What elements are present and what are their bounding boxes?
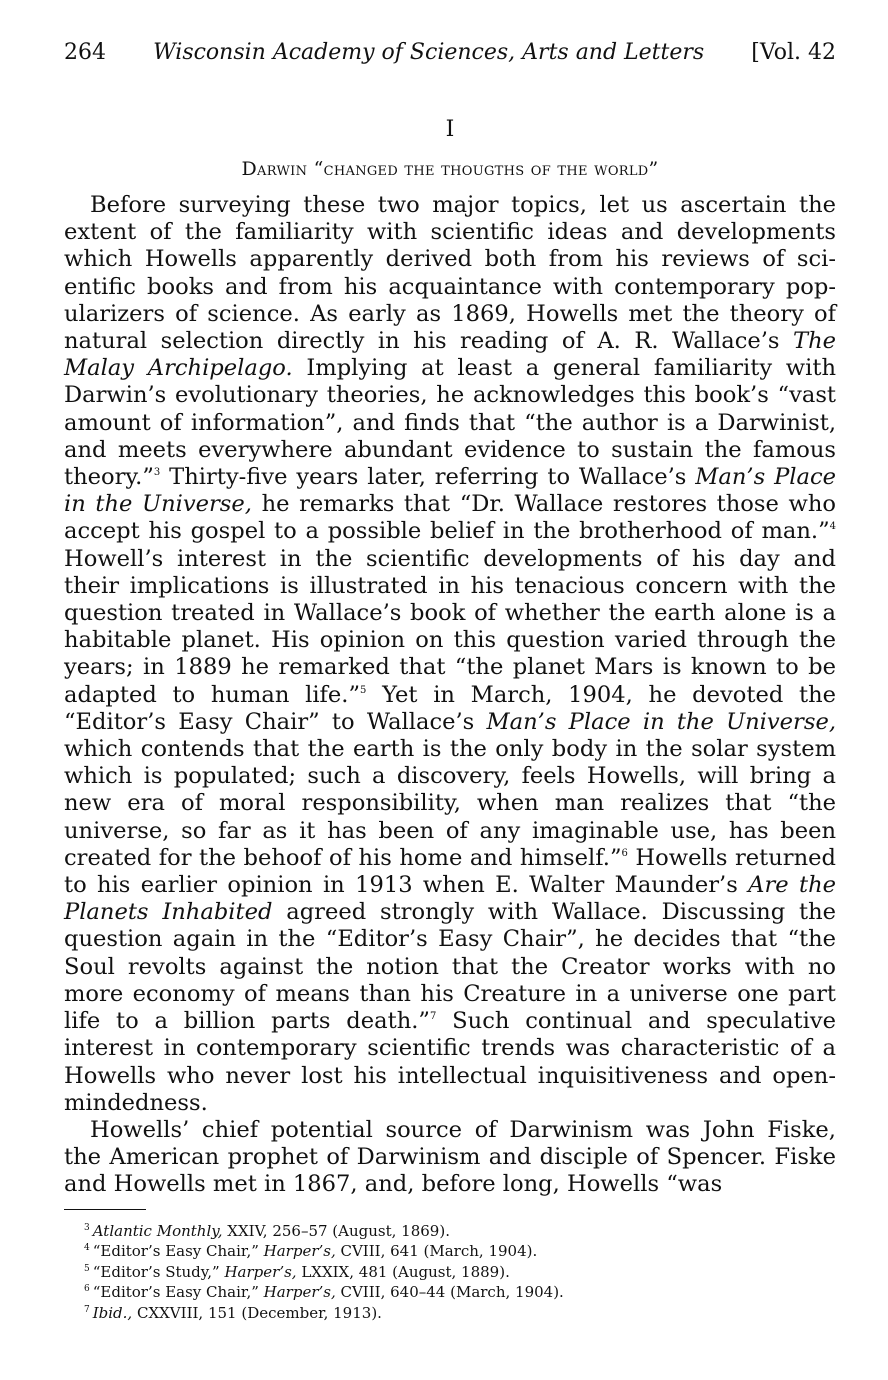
footnote-text: CXXVIII, 151 (December, 1913). (132, 1303, 382, 1322)
book-title: Man’s Place in the Universe, (486, 708, 836, 735)
journal-title: Wisconsin Academy of Sciences, Arts and Letters (153, 40, 705, 65)
footnote-text: “Editor’s Easy Chair,” (92, 1242, 264, 1261)
footnote-text: CVIII, 640–44 (March, 1904). (335, 1283, 564, 1302)
text-run: Thirty-five years later, referring to Wallace’s (160, 464, 696, 491)
footnote-ref-4: 4 (829, 521, 836, 533)
footnote-text: LXXIX, 481 (August, 1889). (296, 1262, 510, 1281)
running-head (64, 38, 836, 68)
footnote-text: XXIV, 256–57 (August, 1869). (222, 1221, 450, 1240)
volume-label: [Vol. 42 (751, 40, 836, 65)
page-number: 264 (64, 40, 106, 65)
footnote-mark: 3 (84, 1222, 90, 1233)
text-run: Before surveying these two major topics, let us ascertain the extent of the familiarity with scientific ideas and developments which Howells apparently derived both from his reviews of scientific books and from his acquaintance with contemporary popularizers of science. As early as 1869, Howells met the theory of natural selection directly in his reading of A. R. Wallace’s (64, 192, 836, 355)
book-title: Are the Planets Inhabited (64, 872, 836, 926)
text-run: Howells returned to his earlier opinion in 1913 when E. Walter Maunder’s (64, 844, 836, 899)
footnote-italic: Ibid., (92, 1303, 133, 1322)
text-run: he remarks that “Dr. Wallace restores those who accept his gospel to a possible belief in the brotherhood of man.” (64, 491, 836, 545)
body-text (64, 192, 836, 1199)
footnote-3 (84, 1220, 836, 1241)
footnote-ref-6: 6 (621, 847, 628, 859)
section-number: I (445, 117, 455, 142)
footnote-italic: Harper’s, (263, 1283, 336, 1302)
footnote-italic: Harper’s, (263, 1242, 336, 1261)
footnote-ref-5: 5 (360, 684, 367, 696)
footnote-text: CVIII, 641 (March, 1904). (335, 1242, 538, 1261)
footnote-text: “Editor’s Study,” (92, 1262, 225, 1281)
text-run: Yet in March, 1904, he devoted the “Editor’s Easy Chair” to Wallace’s (64, 681, 836, 735)
footnote-mark: 5 (84, 1263, 90, 1274)
footnote-6 (84, 1281, 836, 1302)
book-title: Man’s Place in the Universe, (64, 464, 836, 518)
book-title: The Malay Archipelago. (64, 328, 836, 382)
footnote-ref-7: 7 (429, 1011, 437, 1023)
text-run: Howell’s interest in the scientific developments of his day and their implications is illustrated in his tenacious concern with the question treated in Wallace’s book of whether the earth alone is a habitable planet. His opinion on this question varied through the years; in 1889 he remarked that “the planet Mars is known to be adapted to human life.” (64, 545, 836, 708)
paragraph-1 (64, 192, 836, 1117)
page (64, 38, 836, 1322)
footnotes (64, 1220, 836, 1323)
text-run: which contends that the earth is the only body in the solar system which is populated; such a discovery, feels Howells, will bring a new era of moral responsibility, when man realizes that “the universe, so far as it has been of any imaginable use, has been created for the behoof of his home and himself.” (64, 736, 836, 871)
footnote-mark: 7 (84, 1304, 90, 1315)
footnote-mark: 4 (84, 1243, 90, 1254)
footnote-5 (84, 1261, 836, 1282)
footnote-text: “Editor’s Easy Chair,” (92, 1283, 264, 1302)
paragraph-2: Howells’ chief potential source of Darwinism was John Fiske, the American prophet of Darwinism and disciple of Spencer. Fiske and Howells met in 1867, and, before long, Howells “was (64, 1116, 836, 1198)
text-run: agreed strongly with Wallace. Discussing the question again in the “Editor’s Easy Chair”, he decides that “the Soul revolts against the notion that the Creator works with no more economy of means than his Creature in a universe one part life to a billion parts death.” (64, 899, 836, 1035)
section-title: Darwin “changed the thougths of the world” (241, 158, 659, 180)
text-run: Implying at least a general familiarity with Darwin’s evolutionary theories, he acknowledges this book’s “vast amount of information”, and finds that “the author is a Darwinist, and meets everywhere abundant evidence to sustain the famous theory.” (64, 355, 836, 491)
footnote-7 (84, 1302, 836, 1323)
footnote-ref-3: 3 (153, 467, 161, 479)
footnote-rule (64, 1209, 146, 1210)
footnote-4 (84, 1240, 836, 1261)
footnote-italic: Harper’s, (224, 1262, 297, 1281)
text-run: Such continual and speculative interest in contemporary scientific trends was characteristic of a Howells who never lost his intellectual inquisitiveness and open-mindedness. (64, 1008, 836, 1116)
footnote-italic: Atlantic Monthly, (92, 1221, 223, 1240)
footnote-mark: 6 (84, 1284, 90, 1295)
